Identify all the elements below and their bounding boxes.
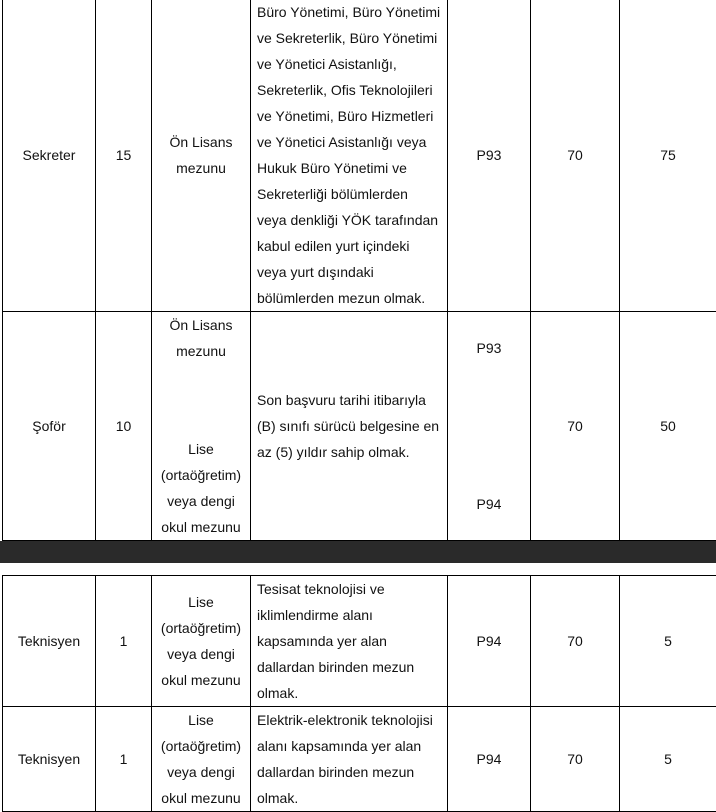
kpss-text-b: P94 (448, 491, 530, 517)
count-cell: 10 (96, 312, 152, 541)
quota-cell: 50 (620, 312, 716, 541)
position-cell: Şoför (3, 312, 96, 541)
requirement-cell: Tesisat teknolojisi ve iklimlendirme alanı kapsamında yer alan dallardan birinden mezun olmak. (251, 576, 448, 707)
requirement-cell: Elektrik-elektronik teknolojisi alanı kapsamında yer alan dallardan birinden mezun olmak. (251, 707, 448, 812)
positions-table-top (2, 0, 716, 541)
position-cell: Sekreter (3, 0, 96, 312)
kpss-cell: P94 (448, 707, 531, 812)
table-row (3, 0, 716, 312)
education-text-b: Lise (ortaöğretim) veya dengi okul mezunu (160, 436, 242, 540)
education-text: Lise (ortaöğretim) veya dengi okul mezunu (161, 594, 241, 688)
score-cell: 70 (531, 312, 620, 541)
requirement-cell: Son başvuru tarihi itibarıyla (B) sınıfı sürücü belgesine en az (5) yıldır sahip olmak. (251, 312, 448, 541)
education-text-a: Ön Lisans mezunu (160, 312, 242, 364)
education-text: Lise (ortaöğretim) veya dengi okul mezunu (161, 712, 241, 806)
table-row (3, 707, 716, 812)
position-cell: Teknisyen (3, 707, 96, 812)
score-cell: 70 (531, 0, 620, 312)
kpss-text-a: P93 (448, 335, 530, 361)
kpss-cell: P93 (448, 0, 531, 312)
education-cell (152, 312, 251, 541)
position-cell: Teknisyen (3, 576, 96, 707)
requirement-cell: Büro Yönetimi, Büro Yönetimi ve Sekreterlik, Büro Yönetimi ve Yönetici Asistanlığı, Sekreterlik, Ofis Teknolojileri ve Yönetimi, Büro Hizmetleri ve Yönetici Asistanlığı veya Hukuk Büro Yönetimi ve Sekreterliği bölümlerden veya denkliği YÖK tarafından kabul edilen yurt içindeki veya yurt dışındaki bölümlerden mezun olmak. (251, 0, 448, 312)
quota-cell: 5 (620, 707, 716, 812)
education-cell (152, 576, 251, 707)
education-cell (152, 707, 251, 812)
count-cell: 15 (96, 0, 152, 312)
table-row (3, 312, 716, 541)
score-cell: 70 (531, 576, 620, 707)
education-text: Ön Lisans mezunu (169, 134, 232, 176)
section-divider-band (0, 541, 716, 563)
kpss-cell: P94 (448, 576, 531, 707)
count-cell: 1 (96, 707, 152, 812)
education-cell (152, 0, 251, 312)
kpss-cell (448, 312, 531, 541)
quota-cell: 5 (620, 576, 716, 707)
quota-cell: 75 (620, 0, 716, 312)
count-cell: 1 (96, 576, 152, 707)
table-row (3, 576, 716, 707)
score-cell: 70 (531, 707, 620, 812)
positions-table-bottom (2, 575, 716, 812)
